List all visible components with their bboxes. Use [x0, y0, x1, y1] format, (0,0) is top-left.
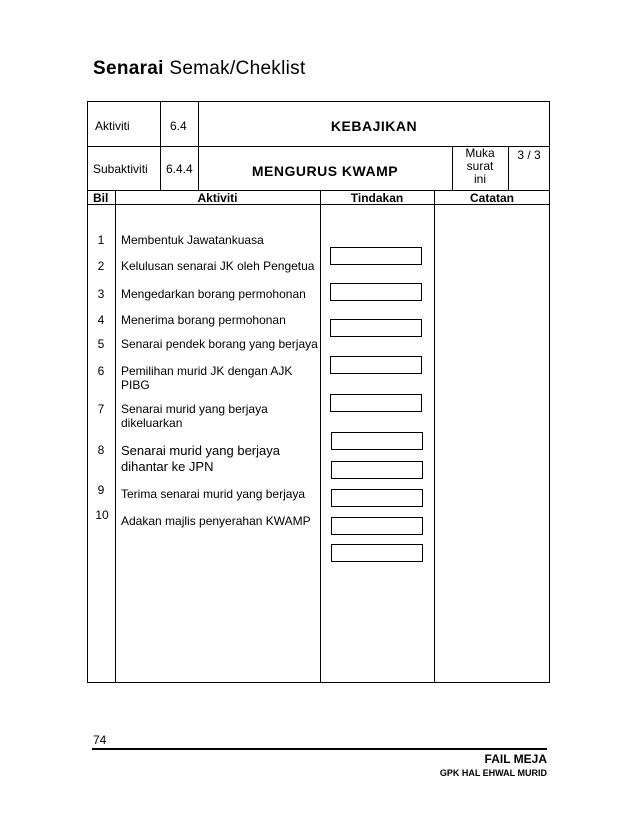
item-2-text: [121, 259, 321, 273]
item-10-text: [121, 514, 321, 528]
page-heading: [93, 58, 306, 80]
subaktiviti-code: 6.4.4: [166, 162, 193, 176]
item-2-line1: Kelulusan senarai JK oleh Pengetua: [121, 259, 315, 273]
tindakan-box-6[interactable]: [331, 432, 423, 450]
page-of: 3 / 3: [517, 148, 541, 162]
item-4-text: [121, 313, 321, 327]
item-8-no: 8: [97, 443, 105, 457]
col-divider-tindakan: [434, 190, 435, 683]
item-4-line1: Menerima borang permohonan: [121, 313, 286, 327]
subaktiviti-label: Subaktiviti: [93, 162, 148, 176]
subaktiviti-title: MENGURUS KWAMP: [251, 163, 399, 179]
item-7-text: [121, 402, 321, 430]
muka-label-3: ini: [473, 172, 486, 186]
item-10-no: 10: [95, 508, 109, 522]
item-10-line1: Adakan majlis penyerahan KWAMP: [121, 514, 311, 528]
item-9-text: [121, 487, 321, 501]
tindakan-box-1[interactable]: [330, 247, 422, 265]
item-6-text: [121, 364, 321, 392]
item-6-line1: Pemilihan murid JK dengan AJK: [121, 364, 293, 378]
col-divider-a: [160, 101, 161, 190]
col-head-bil: Bil: [93, 191, 109, 205]
item-5-no: 5: [97, 337, 105, 351]
item-9-no: 9: [97, 483, 105, 497]
footer-rule: [92, 748, 547, 750]
aktiviti-label: Aktiviti: [95, 119, 130, 133]
page-number: 74: [93, 733, 107, 747]
tindakan-box-10[interactable]: [331, 544, 423, 562]
item-7-line1: Senarai murid yang berjaya: [121, 402, 268, 416]
item-7-no: 7: [97, 402, 105, 416]
checklist-table: [87, 101, 550, 683]
aktiviti-code: 6.4: [170, 119, 187, 133]
item-6-line2: PIBG: [121, 378, 150, 392]
aktiviti-title: KEBAJIKAN: [330, 118, 418, 134]
footer-title: FAIL MEJA: [484, 752, 547, 766]
tindakan-box-9[interactable]: [331, 517, 423, 535]
muka-label-1: Muka: [465, 146, 495, 160]
item-8-line2: dihantar ke JPN: [121, 459, 214, 474]
heading-bold: Senarai: [93, 58, 164, 79]
item-5-text: [121, 337, 321, 351]
item-3-text: [121, 287, 321, 301]
muka-surat-label: [452, 147, 508, 186]
col-divider-bil: [115, 190, 116, 683]
col-head-tindakan: Tindakan: [350, 191, 404, 205]
tindakan-box-3[interactable]: [330, 319, 422, 337]
tindakan-box-4[interactable]: [330, 356, 422, 374]
tindakan-box-8[interactable]: [331, 489, 423, 507]
footer-subtitle: GPK HAL EHWAL MURID: [439, 768, 547, 778]
item-8-line1: Senarai murid yang berjaya: [121, 443, 280, 458]
item-1-text: [121, 233, 321, 247]
col-head-catatan: Catatan: [469, 191, 514, 205]
item-8-text: [121, 443, 321, 475]
item-4-no: 4: [97, 313, 105, 327]
item-6-no: 6: [97, 364, 105, 378]
tindakan-box-5[interactable]: [330, 394, 422, 412]
col-head-aktiviti: Aktiviti: [197, 191, 238, 205]
item-5-line1: Senarai pendek borang yang berjaya: [121, 337, 318, 351]
tindakan-box-7[interactable]: [331, 461, 423, 479]
item-9-line1: Terima senarai murid yang berjaya: [121, 487, 306, 501]
item-2-no: 2: [97, 259, 105, 273]
item-7-line2: dikeluarkan: [121, 416, 183, 430]
item-1-no: 1: [97, 233, 105, 247]
item-1-line1: Membentuk Jawatankuasa: [121, 233, 264, 247]
tindakan-box-2[interactable]: [330, 283, 422, 301]
item-3-no: 3: [97, 287, 105, 301]
muka-label-2: surat: [466, 159, 494, 173]
item-3-line1: Mengedarkan borang permohonan: [121, 287, 306, 301]
heading-rest: Semak/Cheklist: [163, 58, 306, 79]
